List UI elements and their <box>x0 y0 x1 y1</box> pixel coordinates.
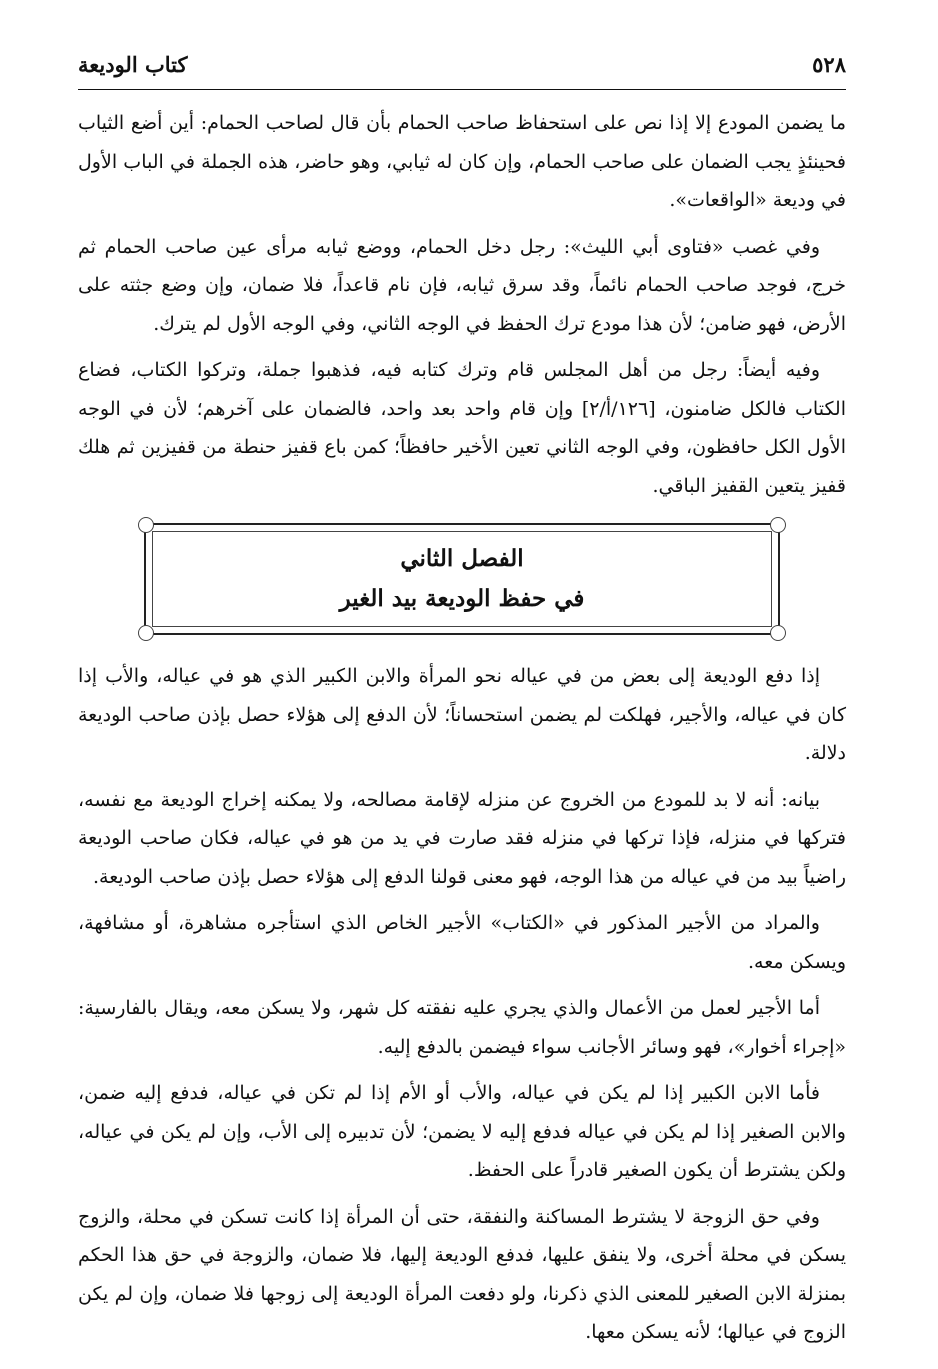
chapter-title: الفصل الثاني <box>400 545 524 572</box>
paragraph: والمراد من الأجير المذكور في «الكتاب» الأجير الخاص الذي استأجره مشاهرة، أو مشافهة، ويسكن معه. <box>78 912 846 973</box>
page-number: ٥٢٨ <box>812 52 846 77</box>
chapter-heading <box>146 539 778 619</box>
paragraph: وفي غصب «فتاوى أبي الليث»: رجل دخل الحمام، ووضع ثيابه مرأى عين صاحب الحمام ثم خرج، فوجد صاحب الحمام نائماً، وقد سرق ثيابه، فإن نام قاعداً، فلا ضمان، وإن وضع جثته على الأرض، فهو ضامن؛ لأن هذا مودع ترك الحفظ في الوجه الثاني، وفي الوجه الأول لم يترك. <box>78 235 846 335</box>
paragraph: إذا دفع الوديعة إلى بعض من في عياله نحو المرأة والابن الكبير الذي هو في عياله، والأب إذا كان في عياله، والأجير، فهلكت لم يضمن استحساناً؛ لأن الدفع إلى هؤلاء حصل بإذن صاحب الوديعة دلالة. <box>78 665 846 764</box>
page-header <box>78 40 846 92</box>
paragraph: وفي حق الزوجة لا يشترط المساكنة والنفقة، حتى أن المرأة إذا كانت تسكن في محلة، والزوج يسكن في محلة أخرى، ولا ينفق عليها، فدفع الوديعة إليها، فلا ضمان، والزوجة في حق هذا الحكم بمنزلة الابن الصغير للمعنى الذي ذكرنا، ولو دفعت المرأة الوديعة إلى زوجها فلا ضمان، وإن لم يكن الزوج في عيالها؛ لأنه يسكن معها. <box>78 1205 846 1343</box>
paragraph: أما الأجير لعمل من الأعمال والذي يجري عليه نفقته كل شهر، ولا يسكن معه، ويقال بالفارسية: «إجراء أخوار»، فهو وسائر الأجانب سواء فيضمن بالدفع إليه. <box>78 997 846 1058</box>
page-body <box>78 104 846 1360</box>
frame-corner-ornament <box>138 625 154 641</box>
frame-corner-ornament <box>770 517 786 533</box>
frame-corner-ornament <box>770 625 786 641</box>
paragraph: بيانه: أنه لا بد للمودع من الخروج عن منزله لإقامة مصالحه، ولا يمكنه إخراج الوديعة مع نفسه، فتركها في منزله، فإذا تركها في منزله فقد صارت في يد من هو في عياله، فكان صاحب الوديعة راضياً بيد من في عياله من هذا الوجه، فهو معنى قولنا الدفع إلى هؤلاء حصل بإذن صاحب الوديعة. <box>78 788 846 888</box>
chapter-subtitle: في حفظ الوديعة بيد الغير <box>339 585 585 612</box>
running-title: كتاب الوديعة <box>78 52 188 77</box>
frame-corner-ornament <box>138 517 154 533</box>
header-rule <box>78 89 846 90</box>
paragraph: وفيه أيضاً: رجل من أهل المجلس قام وترك كتابه فيه، فذهبوا جملة، وتركوا الكتاب، فضاع الكتاب فالكل ضامنون، [١٢٦/أ/٢] وإن قام واحد بعد واحد، فالضمان على آخرهم؛ لأن في الوجه الأول الكل حافظون، وفي الوجه الثاني تعين الأخير حافظاً؛ كمن باع قفيز حنطة من قفيزين ثم هلك قفيز يتعين القفيز الباقي. <box>78 359 846 497</box>
book-page <box>78 40 846 1343</box>
chapter-heading-frame <box>144 523 780 635</box>
paragraph: فأما الابن الكبير إذا لم يكن في عياله، والأب أو الأم إذا لم تكن في عياله، فدفع إليه ضمن، والابن الصغير إذا لم يكن في عياله فدفع إليه لا يضمن؛ لأن تدبيره إلى الأب، وإن لم يكن في عياله، ولكن يشترط أن يكون الصغير قادراً على الحفظ. <box>78 1082 846 1181</box>
paragraph: ما يضمن المودع إلا إذا نص على استحفاظ صاحب الحمام بأن قال لصاحب الحمام: أين أضع الثياب فحينئذٍ يجب الضمان على صاحب الحمام، وإن كان له ثيابي، وهو حاضر، هذه الجملة في الباب الأول في وديعة «الواقعات». <box>78 112 846 211</box>
